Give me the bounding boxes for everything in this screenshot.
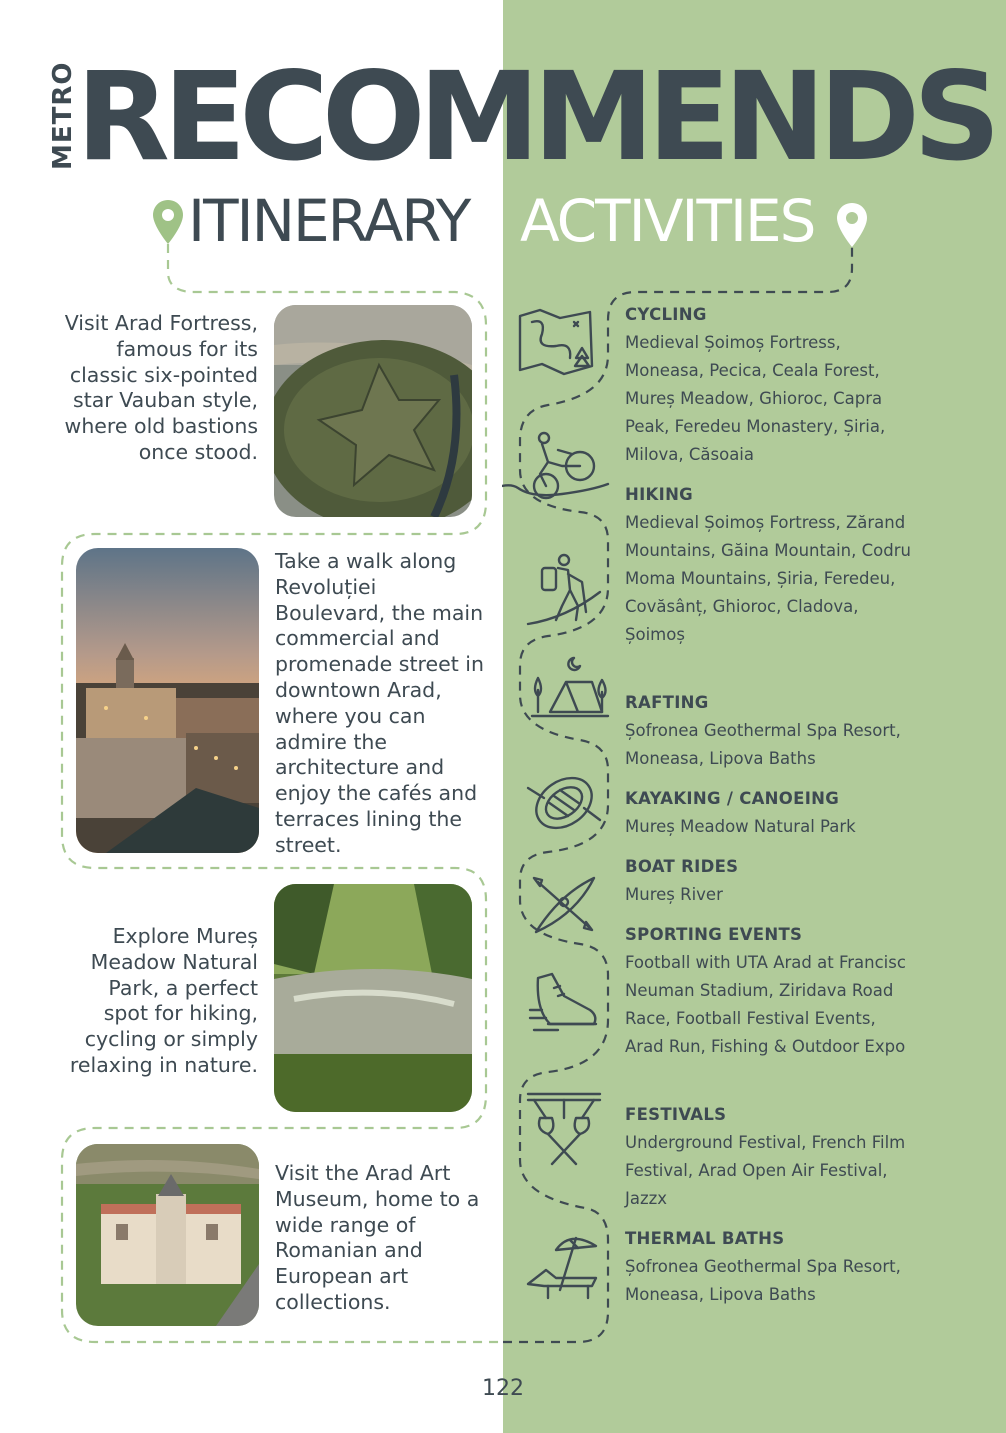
kayak-icon xyxy=(530,874,600,936)
activity-sporting-events xyxy=(625,921,915,1061)
activity-title: BOAT RIDES xyxy=(625,857,739,876)
map-pin-icon xyxy=(152,199,184,245)
activity-hiking xyxy=(625,481,915,649)
arad-art-museum-photo xyxy=(76,1144,259,1326)
itinerary-text-meadow: Explore Mureș Meadow Natural Park, a perfect spot for hiking, cycling or simply relaxing in nature. xyxy=(69,924,258,1077)
activities-heading: ACTIVITIES xyxy=(520,187,815,255)
itinerary-text-boulevard: Take a walk along Revoluției Boulevard, the main commercial and promenade street in downtown Arad, where you can admire the architecture and enjoy the cafés and terraces lining the street. xyxy=(275,549,484,857)
activity-rafting xyxy=(625,689,915,773)
raft-icon xyxy=(524,768,604,838)
activity-description: Șofronea Geothermal Spa Resort, Moneasa, Lipova Baths xyxy=(625,721,901,768)
activity-title: SPORTING EVENTS xyxy=(625,925,803,944)
revolutiei-boulevard-photo xyxy=(76,548,259,853)
running-shoe-icon xyxy=(528,970,602,1036)
activity-title: CYCLING xyxy=(625,305,707,324)
itinerary-text-museum: Visit the Arad Art Museum, home to a wide range of Romanian and European art collections. xyxy=(275,1161,480,1314)
activity-description: Mureș River xyxy=(625,885,723,904)
page-number: 122 xyxy=(482,1376,524,1401)
activity-title: THERMAL BATHS xyxy=(625,1229,785,1248)
activity-title: FESTIVALS xyxy=(625,1105,727,1124)
activity-description: Medieval Șoimoș Fortress, Moneasa, Pecica, Ceala Forest, Mureș Meadow, Ghioroc, Capra Peak, Feredeu Monastery, Șiria, Milova, Căsoaia xyxy=(625,333,886,464)
map-route-icon xyxy=(516,308,598,376)
activity-description: Medieval Șoimoș Fortress, Zărand Mountains, Găina Mountain, Codru Moma Mountains, Șiria, Feredeu, Covăsânț, Ghioroc, Cladova, Șoimoș xyxy=(625,513,911,644)
activity-title: RAFTING xyxy=(625,693,709,712)
cyclist-icon xyxy=(502,428,610,502)
activity-thermal-baths xyxy=(625,1225,915,1309)
activity-description: Mureș Meadow Natural Park xyxy=(625,817,856,836)
activity-title: KAYAKING / CANOEING xyxy=(625,789,840,808)
activity-festivals xyxy=(625,1101,915,1213)
activity-description: Underground Festival, French Film Festival, Arad Open Air Festival, Jazzx xyxy=(625,1133,906,1208)
activity-description: Șofronea Geothermal Spa Resort, Moneasa, Lipova Baths xyxy=(625,1257,901,1304)
page-title: RECOMMENDS xyxy=(76,46,994,188)
mures-meadow-photo xyxy=(274,884,472,1112)
activity-title: HIKING xyxy=(625,485,694,504)
activity-cycling xyxy=(625,301,915,469)
metro-label: METRO xyxy=(48,61,78,170)
activity-kayaking xyxy=(625,785,915,841)
arad-fortress-photo xyxy=(274,305,472,517)
activity-boat-rides xyxy=(625,853,915,909)
sunbed-umbrella-icon xyxy=(526,1228,602,1300)
hiker-icon xyxy=(526,552,602,626)
itinerary-text-fortress: Visit Arad Fortress, famous for its classic six-pointed star Vauban style, where old bastions once stood. xyxy=(64,311,258,464)
map-pin-icon xyxy=(836,202,868,248)
festival-hands-icon xyxy=(526,1090,602,1166)
activity-description: Football with UTA Arad at Francisc Neuman Stadium, Ziridava Road Race, Football Festival Events, Arad Run, Fishing & Outdoor Expo xyxy=(625,953,906,1056)
itinerary-heading: ITINERARY xyxy=(188,187,470,255)
camping-tent-icon xyxy=(530,652,610,720)
